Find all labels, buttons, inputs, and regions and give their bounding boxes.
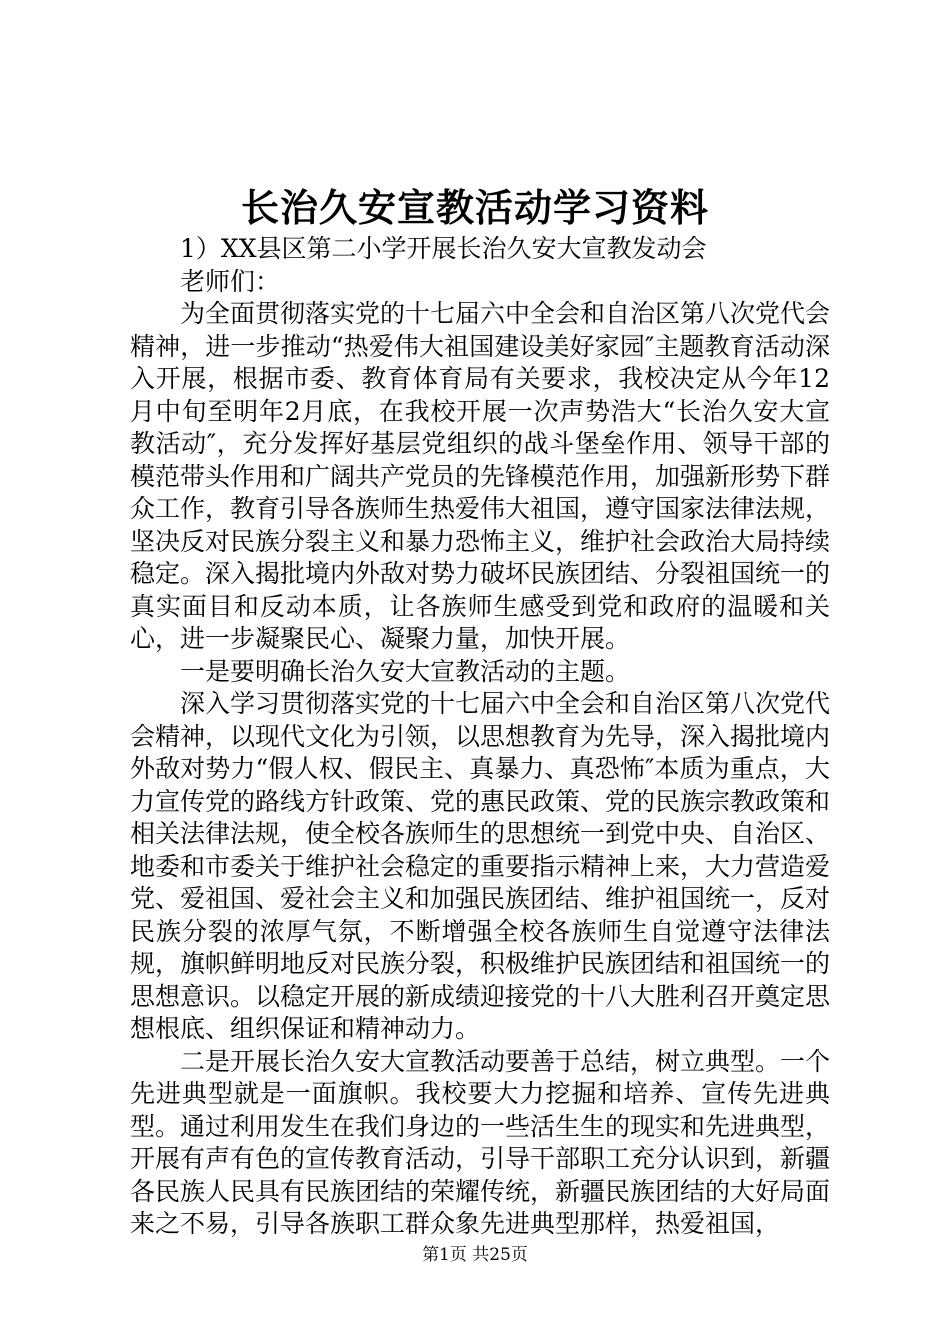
paragraph-point-one: 一是要明确长治久安大宣教活动的主题。 — [180, 656, 631, 686]
document-title: 长治久安宣教活动学习资料 — [240, 185, 709, 230]
document-body — [130, 233, 830, 1241]
paragraph-intro: 为全面贯彻落实党的十七届六中全会和自治区第八次党代会精神，进一步推动“热爱伟大祖国建设美好家园″主题教育活动深入开展，根据市委、教育体育局有关要求，我校决定从今年12月中旬至明年2月底，在我校开展一次声势浩大“长治久安大宣教活动″，充分发挥好基层党组织的战斗堡垒作用、领导干部的模范带头作用和广阔共产党员的先锋模范作用，加强新形势下群众工作，教育引导各族师生热爱伟大祖国，遵守国家法律法规，坚决反对民族分裂主义和暴力恐怖主义，维护社会政治大局持续稳定。深入揭批境内外敌对势力破坏民族团结、分裂祖国统一的真实面目和反动本质，让各族师生感受到党和政府的温暖和关心，进一步凝聚民心、凝聚力量，加快开展。 — [130, 299, 831, 653]
page-number-footer: 第1页 共25页 — [422, 1245, 528, 1265]
paragraph-heading-line: 1）XX县区第二小学开展长治久安大宣教发动会 — [180, 234, 707, 263]
paragraph-salutation: 老师们： — [180, 266, 281, 296]
paragraph-theme-detail: 深入学习贯彻落实党的十七届六中全会和自治区第八次党代会精神，以现代文化为引领，以思想教育为先导，深入揭批境内外敌对势力“假人权、假民主、真暴力、真恐怖″本质为重点，大力宣传党的路线方针政策、党的惠民政策、党的民族宗教政策和相关法律法规，使全校各族师生的思想统一到党中央、自治区、地委和市委关于维护社会稳定的重要指示精神上来，大力营造爱党、爱祖国、爱社会主义和加强民族团结、维护祖国统一，反对民族分裂的浓厚气氛，不断增强全校各族师生自觉遵守法律法规，旗帜鲜明地反对民族分裂，积极维护民族团结和祖国统一的思想意识。以稳定开展的新成绩迎接党的十八大胜利召开奠定思想根底、组织保证和精神动力。 — [130, 689, 831, 1043]
paragraph-point-two: 二是开展长治久安大宣教活动要善于总结，树立典型。一个先进典型就是一面旗帜。我校要大力挖掘和培养、宣传先进典型。通过利用发生在我们身边的一些活生生的现实和先进典型，开展有声有色的宣传教育活动，引导干部职工充分认识到，新疆各民族人民具有民族团结的荣耀传统，新疆民族团结的大好局面来之不易，引导各族职工群众象先进典型那样，热爱祖国， — [130, 1046, 831, 1238]
